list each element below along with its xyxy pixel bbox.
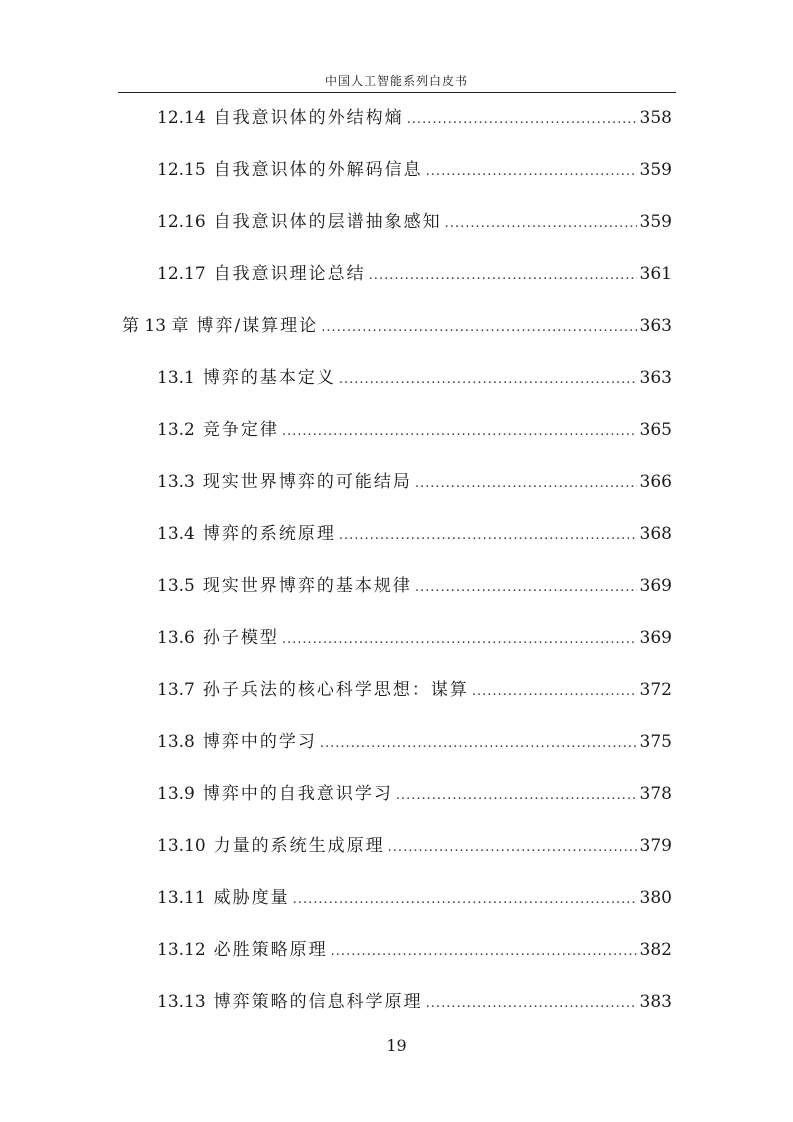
toc-entry-number: 12.14 — [157, 108, 206, 128]
toc-entry-title: 力量的系统生成原理 — [213, 836, 385, 856]
toc-leader-dots — [331, 939, 637, 965]
toc-entry[interactable] — [157, 365, 672, 391]
toc-entry-page: 372 — [639, 680, 672, 700]
toc-entry[interactable] — [157, 521, 672, 547]
toc-entry-number: 13.9 — [157, 784, 195, 804]
toc-entry-title: 自我意识体的外结构熵 — [213, 108, 404, 128]
toc-leader-dots — [426, 991, 637, 1017]
toc-entry-number: 13.2 — [157, 420, 195, 440]
toc-entry-title: 孙子模型 — [202, 628, 279, 648]
toc-entry-title: 自我意识体的外解码信息 — [213, 160, 423, 180]
toc-entry-number: 12.16 — [157, 212, 206, 232]
toc-entry-page: 361 — [639, 264, 672, 284]
toc-entry-number: 13.7 — [157, 680, 195, 700]
toc-entry[interactable] — [157, 781, 672, 807]
toc-entry-page: 358 — [639, 108, 672, 128]
toc-leader-dots — [472, 679, 637, 705]
toc-entry[interactable] — [157, 625, 672, 651]
toc-entry-page: 382 — [639, 940, 672, 960]
toc-entry-page: 380 — [639, 888, 672, 908]
toc-entry-title: 必胜策略原理 — [213, 940, 328, 960]
toc-entry[interactable] — [157, 833, 672, 859]
toc-leader-dots — [415, 471, 637, 497]
toc-entry-title: 博弈中的学习 — [202, 732, 317, 752]
toc-leader-dots — [339, 523, 637, 549]
toc-entry-page: 363 — [639, 368, 672, 388]
toc-entry-number: 13.11 — [157, 888, 206, 908]
toc-entry[interactable] — [157, 469, 672, 495]
toc-entry-number: 13.3 — [157, 472, 195, 492]
toc-entry[interactable] — [157, 157, 672, 183]
toc-entry-number: 13.10 — [157, 836, 206, 856]
toc-entry-page: 369 — [639, 576, 672, 596]
toc-entry-title: 威胁度量 — [213, 888, 290, 908]
toc-entry-title: 竞争定律 — [202, 420, 279, 440]
toc-entry[interactable] — [157, 937, 672, 963]
toc-entry-number: 12.17 — [157, 264, 206, 284]
toc-entry[interactable] — [157, 989, 672, 1015]
toc-entry[interactable] — [157, 209, 672, 235]
toc-entry[interactable] — [157, 573, 672, 599]
toc-leader-dots — [407, 107, 637, 133]
toc-entry-number: 12.15 — [157, 160, 206, 180]
toc-entry-page: 368 — [639, 524, 672, 544]
toc-entry-page: 359 — [639, 212, 672, 232]
toc-entry-title: 博弈的基本定义 — [202, 368, 336, 388]
toc-entry-page: 366 — [639, 472, 672, 492]
toc-chapter-entry[interactable] — [122, 313, 672, 339]
toc-entry[interactable] — [157, 885, 672, 911]
toc-leader-dots — [339, 367, 637, 393]
toc-entry-title: 自我意识理论总结 — [213, 264, 366, 284]
toc-leader-dots — [415, 575, 637, 601]
toc-leader-dots — [369, 263, 637, 289]
toc-leader-dots — [293, 887, 637, 913]
toc-leader-dots — [445, 211, 637, 237]
toc-entry[interactable] — [157, 677, 672, 703]
toc-leader-dots — [388, 835, 637, 861]
toc-entry-number: 13.6 — [157, 628, 195, 648]
toc-entry-page: 378 — [639, 784, 672, 804]
toc-entry-page: 359 — [639, 160, 672, 180]
toc-entry-title: 博弈的系统原理 — [202, 524, 336, 544]
toc-leader-dots — [282, 627, 637, 653]
toc-entry-number: 13.13 — [157, 992, 206, 1012]
toc-entry-number: 13.12 — [157, 940, 206, 960]
toc-entry[interactable] — [157, 729, 672, 755]
toc-entry[interactable] — [157, 261, 672, 287]
toc-entry-page: 379 — [639, 836, 672, 856]
toc-entry-title: 博弈策略的信息科学原理 — [213, 992, 423, 1012]
toc-entry-page: 365 — [639, 420, 672, 440]
toc-entry-title: 博弈中的自我意识学习 — [202, 784, 393, 804]
toc-entry-number: 13.4 — [157, 524, 195, 544]
toc-entry-number: 13.8 — [157, 732, 195, 752]
running-header-title: 中国人工智能系列白皮书 — [324, 74, 468, 88]
toc-entry-title: 博弈/谋算理论 — [196, 316, 319, 336]
toc-entry-number: 13.1 — [157, 368, 195, 388]
toc-entry[interactable] — [157, 417, 672, 443]
toc-leader-dots — [426, 159, 637, 185]
toc-leader-dots — [320, 731, 637, 757]
page-number: 19 — [386, 1036, 407, 1055]
toc-leader-dots — [396, 783, 637, 809]
toc-entry-number: 13.5 — [157, 576, 195, 596]
toc-leader-dots — [282, 419, 637, 445]
toc-entry-title: 现实世界博弈的基本规律 — [202, 576, 412, 596]
toc-entry-title: 自我意识体的层谱抽象感知 — [213, 212, 442, 232]
toc-leader-dots — [321, 315, 636, 341]
toc-entry-number: 第 13 章 — [122, 316, 189, 336]
toc-entry[interactable] — [157, 105, 672, 131]
toc-entry-page: 363 — [639, 316, 672, 336]
toc-entry-title: 孙子兵法的核心科学思想：谋算 — [202, 680, 469, 700]
toc-entry-title: 现实世界博弈的可能结局 — [202, 472, 412, 492]
toc-entry-page: 375 — [639, 732, 672, 752]
toc-entry-page: 369 — [639, 628, 672, 648]
toc-entry-page: 383 — [639, 992, 672, 1012]
